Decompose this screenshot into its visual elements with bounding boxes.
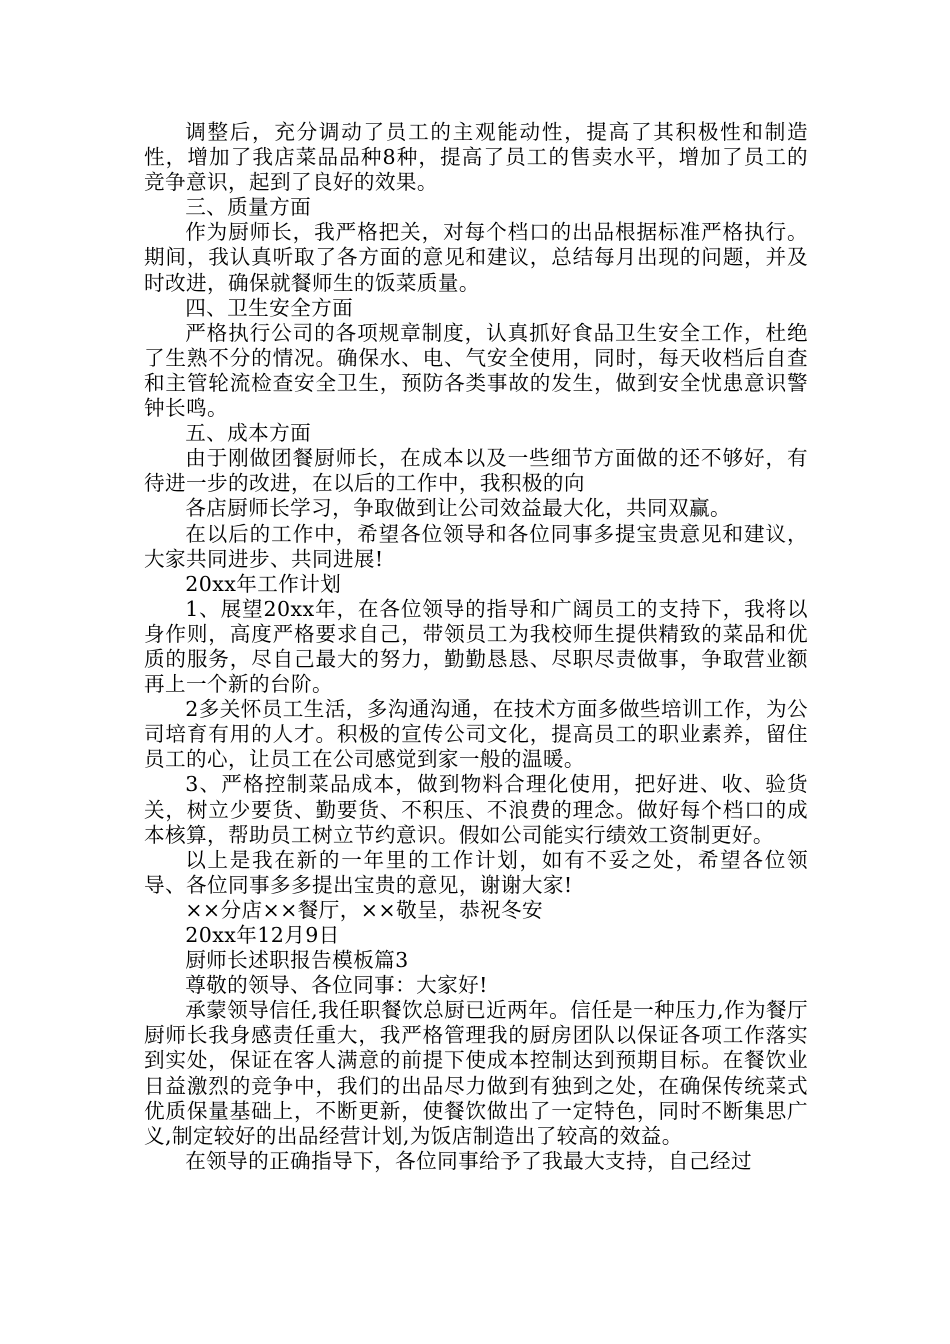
- heading-work-plan: 20xx年工作计划: [185, 571, 342, 596]
- document-page: [144, 120, 808, 1174]
- paragraph-adjustment-result: 调整后，充分调动了员工的主观能动性，提高了其积极性和制造性，增加了我店菜品品种8种，提高了员工的售卖水平，增加了员工的竞争意识，起到了良好的效果。: [144, 120, 808, 195]
- heading-template-3: 厨师长述职报告模板篇3: [185, 948, 409, 973]
- heading-hygiene-safety: 四、卫生安全方面: [185, 295, 354, 320]
- paragraph-support: 在领导的正确指导下，各位同事给予了我最大支持，自己经过: [185, 1148, 753, 1173]
- paragraph-plan-closing: 以上是我在新的一年里的工作计划，如有不妥之处，希望各位领导、各位同事多多提出宝贵的意见，谢谢大家!: [144, 847, 808, 897]
- heading-quality: 三、质量方面: [185, 195, 312, 220]
- paragraph-cost-continued: 各店厨师长学习，争取做到让公司效益最大化，共同双赢。: [185, 496, 732, 521]
- paragraph-quality: 作为厨师长，我严格把关，对每个档口的出品根据标准严格执行。期间，我认真听取了各方面的意见和建议，总结每月出现的问题，并及时改进，确保就餐师生的饭菜质量。: [144, 220, 808, 295]
- paragraph-plan-item-2: 2多关怀员工生活，多沟通沟通，在技术方面多做些培训工作，为公司培育有用的人才。积极的宣传公司文化，提高员工的职业素养，留住员工的心，让员工在公司感觉到家一般的温暖。: [144, 697, 808, 772]
- date-line: 20xx年12月9日: [185, 923, 340, 947]
- paragraph-plan-item-3: 3、严格控制菜品成本，做到物料合理化使用，把好进、收、验货关，树立少要货、勤要货、不积压、不浪费的理念。做好每个档口的成本核算，帮助员工树立节约意识。假如公司能实行绩效工资制更好。: [144, 772, 808, 847]
- paragraph-cost: 由于刚做团餐厨师长，在成本以及一些细节方面做的还不够好，有待进一步的改进，在以后的工作中，我积极的向: [144, 446, 808, 496]
- salutation: 尊敬的领导、各位同事：大家好!: [185, 973, 488, 998]
- signature-line: ××分店××餐厅，××敬呈，恭祝冬安: [185, 897, 544, 922]
- paragraph-hygiene-safety: 严格执行公司的各项规章制度，认真抓好食品卫生安全工作，杜绝了生熟不分的情况。确保水、电、气安全使用，同时，每天收档后自查和主管轮流检查安全卫生，预防各类事故的发生，做到安全忧患意识警钟长鸣。: [144, 320, 808, 421]
- paragraph-future-hopes: 在以后的工作中，希望各位领导和各位同事多提宝贵意见和建议，大家共同进步、共同进展!: [144, 521, 808, 571]
- heading-cost: 五、成本方面: [185, 421, 312, 446]
- paragraph-plan-item-1: 1、展望20xx年，在各位领导的指导和广阔员工的支持下，我将以身作则，高度严格要求自己，带领员工为我校师生提供精致的菜品和优质的服务，尽自己最大的努力，勤勤恳恳、尽职尽责做事，争取营业额再上一个新的台阶。: [144, 596, 808, 697]
- paragraph-introduction: 承蒙领导信任,我任职餐饮总厨已近两年。信任是一种压力,作为餐厅厨师长我身感责任重大，我严格管理我的厨房团队以保证各项工作落实到实处，保证在客人满意的前提下使成本控制达到预期目标。在餐饮业日益激烈的竞争中，我们的出品尽力做到有独到之处，在确保传统菜式优质保量基础上，不断更新，使餐饮做出了一定特色，同时不断集思广义,制定较好的出品经营计划,为饭店制造出了较高的效益。: [144, 998, 808, 1148]
